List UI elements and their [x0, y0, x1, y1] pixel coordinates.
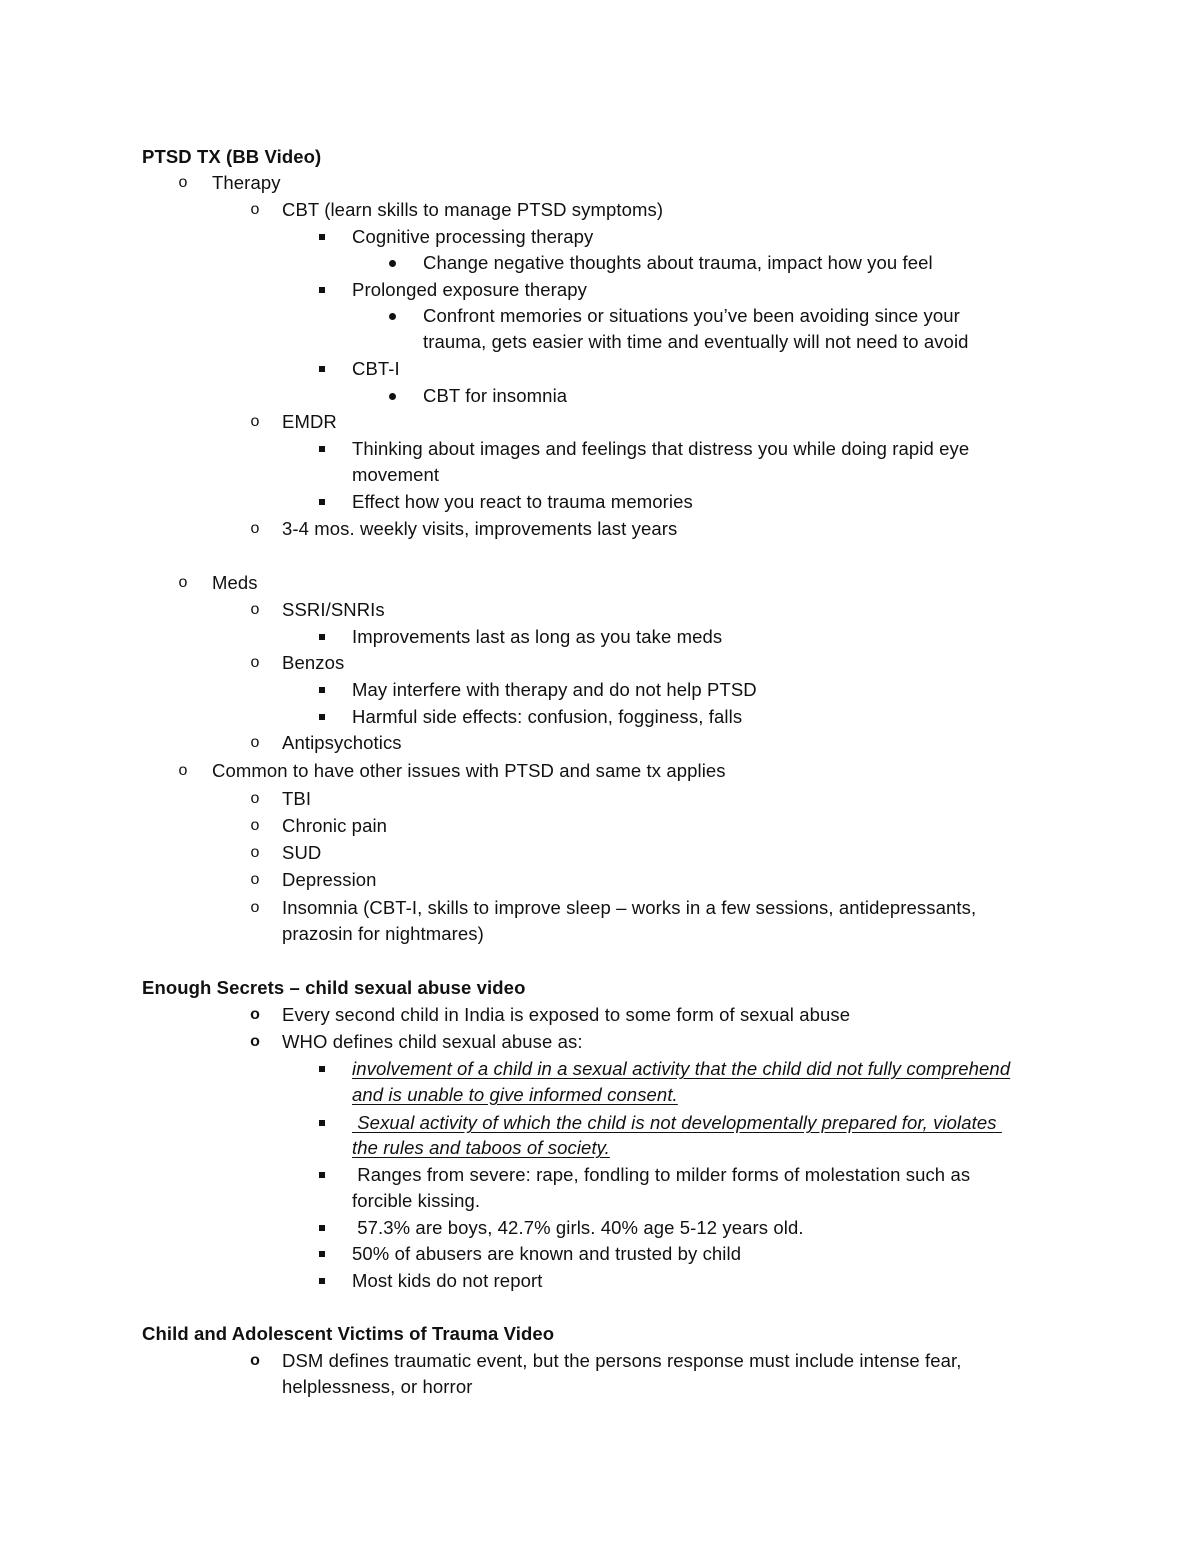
list-item: Ranges from severe: rape, fondling to milder forms of molestation such as: [352, 1164, 971, 1185]
bullet-circle: o: [250, 899, 260, 916]
bullet-square: [319, 287, 325, 293]
list-item: Benzos: [282, 652, 345, 673]
bullet-square: [319, 366, 325, 372]
bullet-square: [319, 634, 325, 640]
list-item: DSM defines traumatic event, but the persons response must include intense fear,: [282, 1350, 962, 1371]
list-item: 3-4 mos. weekly visits, improvements last years: [282, 518, 678, 539]
section-heading-ptsd: PTSD TX (BB Video): [142, 146, 322, 167]
list-item-emphasis-continuation: the rules and taboos of society.: [352, 1137, 610, 1158]
list-item: WHO defines child sexual abuse as:: [282, 1031, 583, 1052]
list-item: Every second child in India is exposed to some form of sexual abuse: [282, 1004, 851, 1025]
bullet-square: [319, 714, 325, 720]
bullet-square: [319, 1120, 325, 1126]
bullet-square: [319, 1251, 325, 1257]
list-item: Meds: [212, 572, 258, 593]
bullet-circle: o: [250, 817, 260, 834]
bullet-circle: o: [250, 201, 260, 218]
section-heading-victims: Child and Adolescent Victims of Trauma Video: [142, 1323, 555, 1344]
list-item: CBT-I: [352, 358, 400, 379]
list-item-continuation: forcible kissing.: [352, 1190, 481, 1211]
list-item: Prolonged exposure therapy: [352, 279, 588, 300]
list-item-continuation: trauma, gets easier with time and eventually will not need to avoid: [423, 331, 969, 352]
bullet-circle: o: [250, 844, 260, 861]
list-item: CBT (learn skills to manage PTSD symptoms): [282, 199, 664, 220]
list-item: Effect how you react to trauma memories: [352, 491, 693, 512]
list-item: SUD: [282, 842, 322, 863]
bullet-square: [319, 446, 325, 452]
bullet-square: [319, 1172, 325, 1178]
bullet-square: [319, 234, 325, 240]
bullet-circle: o: [250, 871, 260, 888]
list-item-emphasis: involvement of a child in a sexual activity that the child did not fully comprehend: [352, 1058, 1011, 1079]
list-item: EMDR: [282, 411, 337, 432]
bullet-circle: o: [250, 601, 260, 618]
list-item: SSRI/SNRIs: [282, 599, 385, 620]
bullet-circle: o: [250, 1352, 260, 1369]
bullet-dot: [389, 260, 396, 267]
list-item-continuation: movement: [352, 464, 440, 485]
section-heading-secrets: Enough Secrets – child sexual abuse video: [142, 977, 526, 998]
bullet-square: [319, 1225, 325, 1231]
bullet-square: [319, 1278, 325, 1284]
list-item: CBT for insomnia: [423, 385, 568, 406]
bullet-circle: o: [178, 174, 188, 191]
list-item: May interfere with therapy and do not help PTSD: [352, 679, 757, 700]
list-item-emphasis-continuation: and is unable to give informed consent.: [352, 1084, 678, 1105]
bullet-circle: o: [250, 1033, 260, 1050]
list-item: Confront memories or situations you’ve been avoiding since your: [423, 305, 960, 326]
list-item: Insomnia (CBT-I, skills to improve sleep – works in a few sessions, antidepressants,: [282, 897, 977, 918]
list-item: Common to have other issues with PTSD and same tx applies: [212, 760, 726, 781]
bullet-circle: o: [178, 574, 188, 591]
list-item: Improvements last as long as you take meds: [352, 626, 723, 647]
bullet-circle: o: [178, 762, 188, 779]
list-item: Therapy: [212, 172, 281, 193]
list-item: Chronic pain: [282, 815, 388, 836]
bullet-circle: o: [250, 1006, 260, 1023]
list-item: Harmful side effects: confusion, fogginess, falls: [352, 706, 743, 727]
bullet-circle: o: [250, 790, 260, 807]
list-item: Thinking about images and feelings that distress you while doing rapid eye: [352, 438, 970, 459]
list-item: Antipsychotics: [282, 732, 402, 753]
list-item-emphasis: Sexual activity of which the child is not developmentally prepared for, violates: [352, 1112, 1002, 1133]
bullet-circle: o: [250, 734, 260, 751]
list-item: Depression: [282, 869, 377, 890]
list-item: Change negative thoughts about trauma, impact how you feel: [423, 252, 933, 273]
list-item: 57.3% are boys, 42.7% girls. 40% age 5-12 years old.: [352, 1217, 804, 1238]
list-item: TBI: [282, 788, 312, 809]
list-item: Most kids do not report: [352, 1270, 543, 1291]
bullet-dot: [389, 393, 396, 400]
bullet-square: [319, 499, 325, 505]
bullet-dot: [389, 313, 396, 320]
list-item: 50% of abusers are known and trusted by child: [352, 1243, 742, 1264]
list-item: Cognitive processing therapy: [352, 226, 594, 247]
bullet-square: [319, 687, 325, 693]
bullet-circle: o: [250, 520, 260, 537]
list-item-continuation: helplessness, or horror: [282, 1376, 473, 1397]
list-item-continuation: prazosin for nightmares): [282, 923, 484, 944]
bullet-square: [319, 1066, 325, 1072]
bullet-circle: o: [250, 413, 260, 430]
bullet-circle: o: [250, 654, 260, 671]
